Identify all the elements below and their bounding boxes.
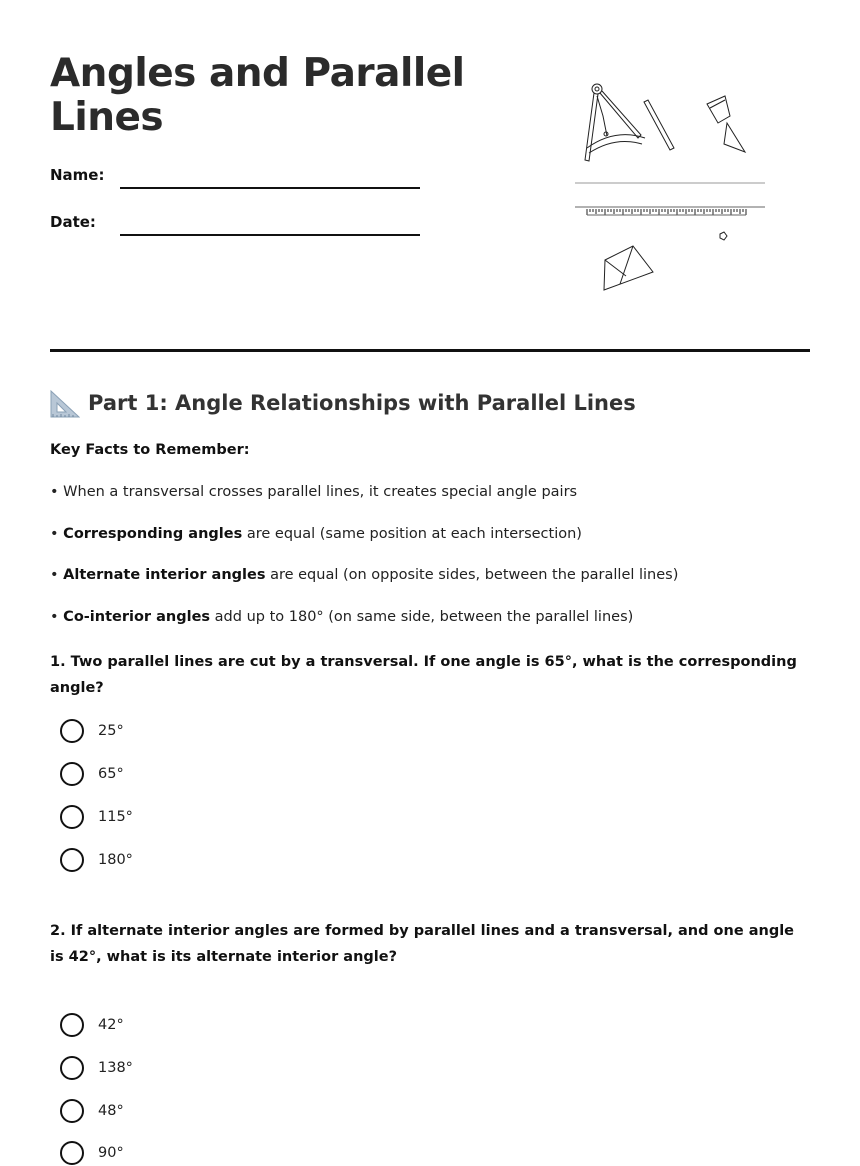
ruler-icon	[575, 207, 765, 215]
question-2: 2. If alternate interior angles are formed by parallel lines and a transversal, and one angle is 42°, what is its alternate interior angle?	[50, 923, 795, 965]
option-label: 180°	[98, 852, 133, 868]
option-label: 25°	[98, 723, 124, 739]
radio-button[interactable]	[60, 1013, 84, 1037]
radio-button[interactable]	[60, 1099, 84, 1123]
header-divider	[50, 349, 810, 352]
radio-button[interactable]	[60, 719, 84, 743]
option-label: 138°	[98, 1060, 133, 1076]
q2-option-a[interactable]	[60, 1012, 124, 1038]
date-label: Date:	[50, 213, 96, 231]
set-square-icon	[50, 388, 80, 418]
date-field[interactable]	[120, 234, 420, 236]
name-label: Name:	[50, 166, 105, 184]
question-1: 1. Two parallel lines are cut by a transversal. If one angle is 65°, what is the corresponding angle?	[50, 654, 797, 696]
q1-option-a[interactable]	[60, 718, 124, 744]
q1-option-d[interactable]	[60, 847, 133, 873]
q2-option-b[interactable]	[60, 1055, 133, 1081]
option-label: 115°	[98, 809, 133, 825]
option-label: 90°	[98, 1145, 124, 1161]
small-shape-icon	[720, 232, 727, 240]
radio-button[interactable]	[60, 805, 84, 829]
q2-option-d[interactable]	[60, 1140, 124, 1166]
set-square-illustration	[604, 246, 653, 290]
triangle-icon	[707, 96, 730, 123]
section-title: Part 1: Angle Relationships with Parallel Lines	[88, 391, 636, 415]
radio-button[interactable]	[60, 1141, 84, 1165]
radio-button[interactable]	[60, 1056, 84, 1080]
radio-button[interactable]	[60, 762, 84, 786]
radio-button[interactable]	[60, 848, 84, 872]
compass-icon	[585, 84, 645, 161]
key-fact-item: • When a transversal crosses parallel lines, it creates special angle pairs	[50, 484, 578, 500]
q1-option-c[interactable]	[60, 804, 133, 830]
q1-option-b[interactable]	[60, 761, 124, 787]
pencil-icon	[644, 100, 674, 150]
page-title: Angles and Parallel Lines	[50, 51, 465, 140]
geometry-tools-illustration	[570, 78, 770, 298]
key-facts-heading: Key Facts to Remember:	[50, 442, 250, 458]
option-label: 42°	[98, 1017, 124, 1033]
name-field[interactable]	[120, 187, 420, 189]
section-heading	[50, 388, 636, 418]
triangle-icon-2	[724, 123, 745, 152]
key-fact-item: • Corresponding angles are equal (same position at each intersection)	[50, 526, 582, 542]
option-label: 48°	[98, 1103, 124, 1119]
q2-option-c[interactable]	[60, 1098, 124, 1124]
option-label: 65°	[98, 766, 124, 782]
key-fact-item: • Co-interior angles add up to 180° (on same side, between the parallel lines)	[50, 609, 634, 625]
key-fact-item: • Alternate interior angles are equal (on opposite sides, between the parallel lines)	[50, 567, 679, 583]
